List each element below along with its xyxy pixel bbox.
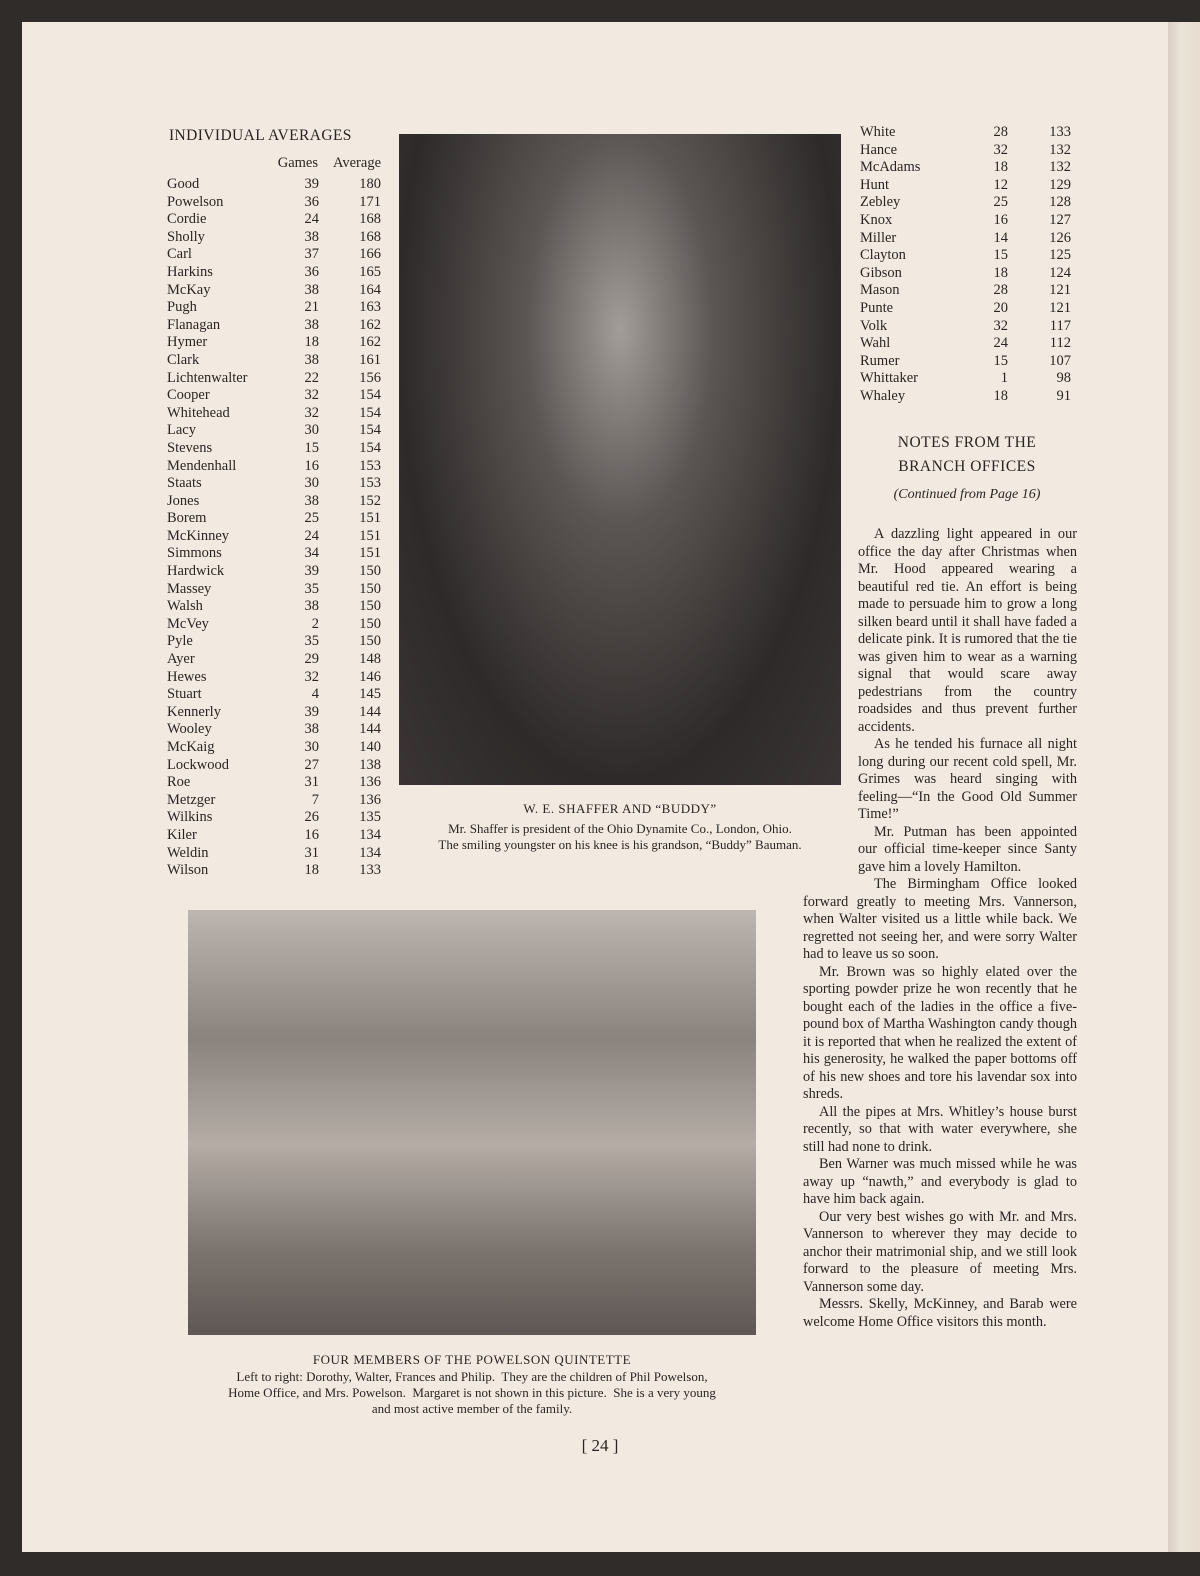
games-count: 25 [304, 510, 319, 527]
bowler-name: Kennerly [167, 703, 221, 720]
games-count: 18 [993, 387, 1008, 404]
notes-paragraph: All the pipes at Mrs. Whitley’s house burst recently, so that with water everywhere, she still had none to drink. [803, 1103, 1077, 1155]
games-count: 30 [304, 422, 319, 439]
bowler-name: Pugh [167, 299, 197, 316]
table-row [167, 827, 383, 845]
average-score: 151 [359, 527, 381, 544]
table-row [167, 211, 383, 229]
table-row [167, 282, 383, 300]
table-row [167, 616, 383, 634]
games-count: 34 [304, 545, 319, 562]
bowler-name: Metzger [167, 791, 216, 808]
table-row [167, 458, 383, 476]
bowler-name: White [860, 124, 896, 140]
average-score: 125 [1049, 247, 1071, 264]
continued-note: (Continued from Page 16) [893, 487, 1041, 502]
table-row [860, 388, 1074, 406]
games-count: 18 [993, 264, 1008, 281]
table-row [860, 142, 1074, 160]
averages-header [167, 155, 383, 173]
average-score: 154 [359, 439, 381, 456]
bowler-name: Zebley [860, 194, 901, 211]
games-count: 15 [993, 247, 1008, 264]
bowler-name: Hance [860, 141, 898, 158]
bowler-name: Punte [860, 299, 894, 316]
notes-paragraph: As he tended his furnace all night long during our recent cold spell, Mr. Grimes was heard singing with feeling—“In the Good Old Summer Time!” [858, 736, 1077, 822]
average-score: 150 [359, 580, 381, 597]
games-count: 15 [993, 352, 1008, 369]
photo2-caption-title: FOUR MEMBERS OF THE POWELSON QUINTETTE [312, 1352, 632, 1367]
average-score: 164 [359, 281, 381, 298]
average-score: 151 [359, 510, 381, 527]
average-score: 153 [359, 457, 381, 474]
table-row [167, 721, 383, 739]
average-score: 152 [359, 492, 381, 509]
average-score: 135 [359, 809, 381, 826]
games-count: 16 [304, 457, 319, 474]
bowler-name: Pyle [167, 633, 193, 650]
bowler-name: Mason [860, 282, 900, 299]
notes-paragraph: A dazzling light appeared in our office the day after Christmas when Mr. Hood appeared wearing a beautiful red tie. An effort is being made to persuade him to grow a long silken beard until it shall have faded a delicate pink. It is rumored that the tie was given him to wear as a warning signal that would scare away pedestrians from the country roadsides and thus prevent further accidents. [858, 526, 1077, 735]
bowler-name: Hymer [167, 334, 208, 351]
notes-article [803, 526, 1077, 1331]
table-row [860, 282, 1074, 300]
table-row [167, 633, 383, 651]
notes-paragraph: Our very best wishes go with Mr. and Mrs. Vannerson to wherever they may decide to anchor their matrimonial ship, and we still look forward to the pleasure of meeting Mrs. Vannerson some day. [803, 1208, 1077, 1295]
table-row [860, 212, 1074, 230]
average-score: 144 [359, 703, 381, 720]
average-score: 161 [359, 351, 381, 368]
average-score: 156 [359, 369, 381, 386]
average-score: 121 [1049, 299, 1071, 316]
bowler-name: Roe [167, 774, 191, 791]
games-count: 38 [304, 492, 319, 509]
average-score: 132 [1049, 141, 1071, 158]
average-score: 126 [1049, 229, 1071, 246]
average-score: 168 [359, 211, 381, 228]
table-row [860, 370, 1074, 388]
bowler-name: Whitehead [167, 404, 230, 421]
average-score: 134 [359, 826, 381, 843]
table-row [167, 545, 383, 563]
table-row [167, 422, 383, 440]
notes-heading-line: NOTES FROM THE [897, 434, 1037, 451]
table-row [860, 194, 1074, 212]
table-row [860, 247, 1074, 265]
games-count: 39 [304, 176, 319, 192]
averages-title: INDIVIDUAL AVERAGES [169, 127, 352, 144]
table-row [860, 353, 1074, 371]
table-row [167, 774, 383, 792]
games-count: 38 [304, 721, 319, 738]
games-count: 32 [993, 141, 1008, 158]
shaffer-and-buddy-photo [399, 134, 841, 785]
games-header: Games [277, 155, 318, 171]
games-count: 32 [993, 317, 1008, 334]
average-score: 150 [359, 563, 381, 580]
average-header: Average [332, 155, 381, 171]
bowler-name: Miller [860, 229, 897, 246]
average-score: 150 [359, 615, 381, 632]
table-row [860, 265, 1074, 283]
games-count: 39 [304, 703, 319, 720]
bowler-name: McVey [167, 615, 209, 632]
games-count: 15 [304, 439, 319, 456]
bowler-name: Clark [167, 351, 200, 368]
average-score: 145 [359, 686, 381, 703]
table-row [167, 370, 383, 388]
table-row [860, 124, 1074, 142]
table-row [167, 757, 383, 775]
bowler-name: Good [167, 176, 200, 192]
table-row [167, 317, 383, 335]
table-row [167, 440, 383, 458]
bowler-name: Simmons [167, 545, 222, 562]
bowler-name: Ayer [167, 651, 195, 668]
bowler-name: Massey [167, 580, 212, 597]
average-score: 132 [1049, 159, 1071, 176]
average-score: 128 [1049, 194, 1071, 211]
table-row [167, 563, 383, 581]
games-count: 38 [304, 351, 319, 368]
bowler-name: Lockwood [167, 756, 230, 773]
bowler-name: Hunt [860, 176, 889, 193]
games-count: 20 [993, 299, 1008, 316]
photo2-caption-line: Home Office, and Mrs. Powelson. Margaret is not shown in this picture. She is a very young [228, 1385, 716, 1400]
table-row [167, 352, 383, 370]
games-count: 30 [304, 739, 319, 755]
table-row [167, 475, 383, 493]
table-row [167, 686, 383, 704]
games-count: 30 [304, 475, 319, 492]
table-row [167, 334, 383, 352]
average-score: 153 [359, 475, 381, 492]
games-count: 36 [304, 193, 319, 210]
bowler-name: Volk [860, 317, 888, 334]
table-row [167, 176, 383, 194]
table-row [167, 862, 383, 880]
games-count: 28 [993, 282, 1008, 299]
games-count: 31 [304, 774, 319, 791]
average-score: 138 [359, 756, 381, 773]
games-count: 32 [304, 668, 319, 685]
bowler-name: Borem [167, 510, 207, 527]
games-count: 38 [304, 598, 319, 615]
bowler-name: Wilkins [167, 809, 213, 826]
bowler-name: Gibson [860, 264, 902, 281]
average-score: 154 [359, 404, 381, 421]
bowler-name: Cooper [167, 387, 210, 404]
games-count: 12 [993, 176, 1008, 193]
games-count: 38 [304, 316, 319, 333]
photo1-caption-line: Mr. Shaffer is president of the Ohio Dynamite Co., London, Ohio. [448, 821, 792, 836]
table-row [167, 299, 383, 317]
bowler-name: McAdams [860, 159, 921, 176]
average-score: 148 [359, 651, 381, 668]
table-row [167, 229, 383, 247]
average-score: 150 [359, 633, 381, 650]
photo2-caption-line: Left to right: Dorothy, Walter, Frances and Philip. They are the children of Phil Powelson, [236, 1369, 708, 1384]
table-row [860, 335, 1074, 353]
table-row [860, 159, 1074, 177]
average-score: 168 [359, 228, 381, 245]
games-count: 16 [304, 826, 319, 843]
average-score: 154 [359, 387, 381, 404]
games-count: 21 [304, 299, 319, 316]
average-score: 163 [359, 299, 381, 316]
notes-heading [858, 431, 1076, 479]
bowler-name: Walsh [167, 598, 203, 615]
notes-paragraph: Mr. Putman has been appointed our official time-keeper since Santy gave him a lovely Hamilton. [858, 823, 1077, 875]
bowler-name: Staats [167, 475, 202, 492]
games-count: 35 [304, 580, 319, 597]
games-count: 4 [311, 686, 319, 703]
bowler-name: Whittaker [860, 370, 918, 387]
table-row [167, 598, 383, 616]
games-count: 14 [993, 229, 1008, 246]
table-row [167, 651, 383, 669]
games-count: 27 [304, 756, 319, 773]
average-score: 129 [1049, 176, 1071, 193]
games-count: 39 [304, 563, 319, 580]
table-row [167, 704, 383, 722]
table-row [167, 510, 383, 528]
average-score: 117 [1049, 317, 1071, 334]
bowler-name: Cordie [167, 211, 207, 228]
table-row [167, 194, 383, 212]
photo1-caption-title: W. E. SHAFFER AND “BUDDY” [523, 801, 717, 816]
bowler-name: Lichtenwalter [167, 369, 248, 386]
average-score: 107 [1049, 352, 1071, 369]
notes-paragraph: Mr. Brown was so highly elated over the sporting powder prize he won recently that he bought each of the ladies in the office a five-pound box of Martha Washington candy though it is reported that when he realized the extent of his generosity, he walked the paper bottoms off of his new shoes and tore his lavendar sox into shreds. [803, 963, 1077, 1102]
notes-heading-line: BRANCH OFFICES [898, 458, 1036, 475]
games-count: 31 [304, 844, 319, 861]
average-score: 136 [359, 774, 381, 791]
bowler-name: Knox [860, 211, 893, 228]
bowler-name: Harkins [167, 263, 213, 280]
bowler-name: Powelson [167, 193, 224, 210]
bowler-name: Kiler [167, 826, 197, 843]
games-count: 32 [304, 404, 319, 421]
average-score: 144 [359, 721, 381, 738]
average-score: 166 [359, 246, 381, 263]
bowler-name: Mendenhall [167, 457, 237, 474]
games-count: 35 [304, 633, 319, 650]
average-score: 162 [359, 316, 381, 333]
games-count: 28 [993, 124, 1008, 140]
bowler-name: Flanagan [167, 316, 221, 333]
photo1-caption-line: The smiling youngster on his knee is his grandson, “Buddy” Bauman. [438, 837, 802, 852]
notes-paragraph: Messrs. Skelly, McKinney, and Barab were welcome Home Office visitors this month. [803, 1296, 1077, 1330]
average-score: 171 [359, 193, 381, 210]
table-row [167, 739, 383, 757]
games-count: 36 [304, 263, 319, 280]
bowler-name: Hewes [167, 668, 207, 685]
average-score: 133 [359, 862, 381, 879]
games-count: 7 [311, 791, 319, 808]
games-count: 18 [304, 862, 319, 879]
average-score: 151 [359, 545, 381, 562]
average-score: 91 [1056, 387, 1071, 404]
average-score: 134 [359, 844, 381, 861]
page-spine [1168, 22, 1200, 1552]
table-row [167, 792, 383, 810]
average-score: 121 [1049, 282, 1071, 299]
table-row [167, 387, 383, 405]
games-count: 18 [304, 334, 319, 351]
table-row [167, 246, 383, 264]
games-count: 16 [993, 211, 1008, 228]
table-row [167, 581, 383, 599]
notes-paragraph: Ben Warner was much missed while he was away up “nawth,” and everybody is glad to have him back again. [803, 1156, 1077, 1207]
games-count: 32 [304, 387, 319, 404]
games-count: 38 [304, 281, 319, 298]
table-row [167, 264, 383, 282]
table-row [860, 318, 1074, 336]
games-count: 1 [1000, 370, 1008, 387]
bowler-name: McKay [167, 281, 211, 298]
table-row [860, 230, 1074, 248]
powelson-children-photo [188, 910, 756, 1335]
bowler-name: Sholly [167, 228, 205, 245]
table-row [860, 300, 1074, 318]
bowler-name: Lacy [167, 422, 196, 439]
games-count: 24 [304, 211, 319, 228]
games-count: 26 [304, 809, 319, 826]
table-row [167, 493, 383, 511]
bowler-name: Hardwick [167, 563, 225, 580]
games-count: 24 [993, 335, 1008, 352]
averages-table-left [167, 176, 383, 880]
average-score: 150 [359, 598, 381, 615]
bowler-name: Wahl [860, 335, 891, 352]
average-score: 124 [1049, 264, 1071, 281]
games-count: 2 [311, 615, 319, 632]
average-score: 146 [359, 668, 381, 685]
average-score: 133 [1049, 124, 1071, 140]
games-count: 37 [304, 246, 319, 263]
average-score: 165 [359, 263, 381, 280]
bowler-name: McKinney [167, 527, 230, 544]
games-count: 29 [304, 651, 319, 668]
photo2-caption-line: and most active member of the family. [371, 1401, 573, 1416]
games-count: 24 [304, 527, 319, 544]
bowler-name: Jones [167, 492, 200, 509]
bowler-name: Whaley [860, 387, 906, 404]
average-score: 162 [359, 334, 381, 351]
bowler-name: Clayton [860, 247, 906, 264]
bowler-name: Rumer [860, 352, 900, 369]
average-score: 140 [359, 739, 381, 755]
average-score: 98 [1056, 370, 1071, 387]
bowler-name: Wilson [167, 862, 209, 879]
average-score: 112 [1049, 335, 1071, 352]
table-row [167, 845, 383, 863]
bowler-name: Carl [167, 246, 192, 263]
average-score: 180 [359, 176, 381, 192]
bowler-name: Stuart [167, 686, 202, 703]
bowler-name: McKaig [167, 739, 215, 755]
page-number: [ 24 ] [581, 1436, 619, 1455]
games-count: 18 [993, 159, 1008, 176]
table-row [860, 177, 1074, 195]
average-score: 136 [359, 791, 381, 808]
games-count: 25 [993, 194, 1008, 211]
averages-table-right [860, 124, 1074, 406]
bowler-name: Weldin [167, 844, 209, 861]
table-row [167, 405, 383, 423]
table-row [167, 669, 383, 687]
games-count: 22 [304, 369, 319, 386]
bowler-name: Stevens [167, 439, 213, 456]
games-count: 38 [304, 228, 319, 245]
notes-paragraph: The Birmingham Office looked forward greatly to meeting Mrs. Vannerson, when Walter visited us a little while back. We regretted not seeing her, and were sorry Walter had to leave us so soon. [803, 876, 1077, 962]
table-row [167, 809, 383, 827]
average-score: 154 [359, 422, 381, 439]
average-score: 127 [1049, 211, 1071, 228]
table-row [167, 528, 383, 546]
bowler-name: Wooley [167, 721, 212, 738]
